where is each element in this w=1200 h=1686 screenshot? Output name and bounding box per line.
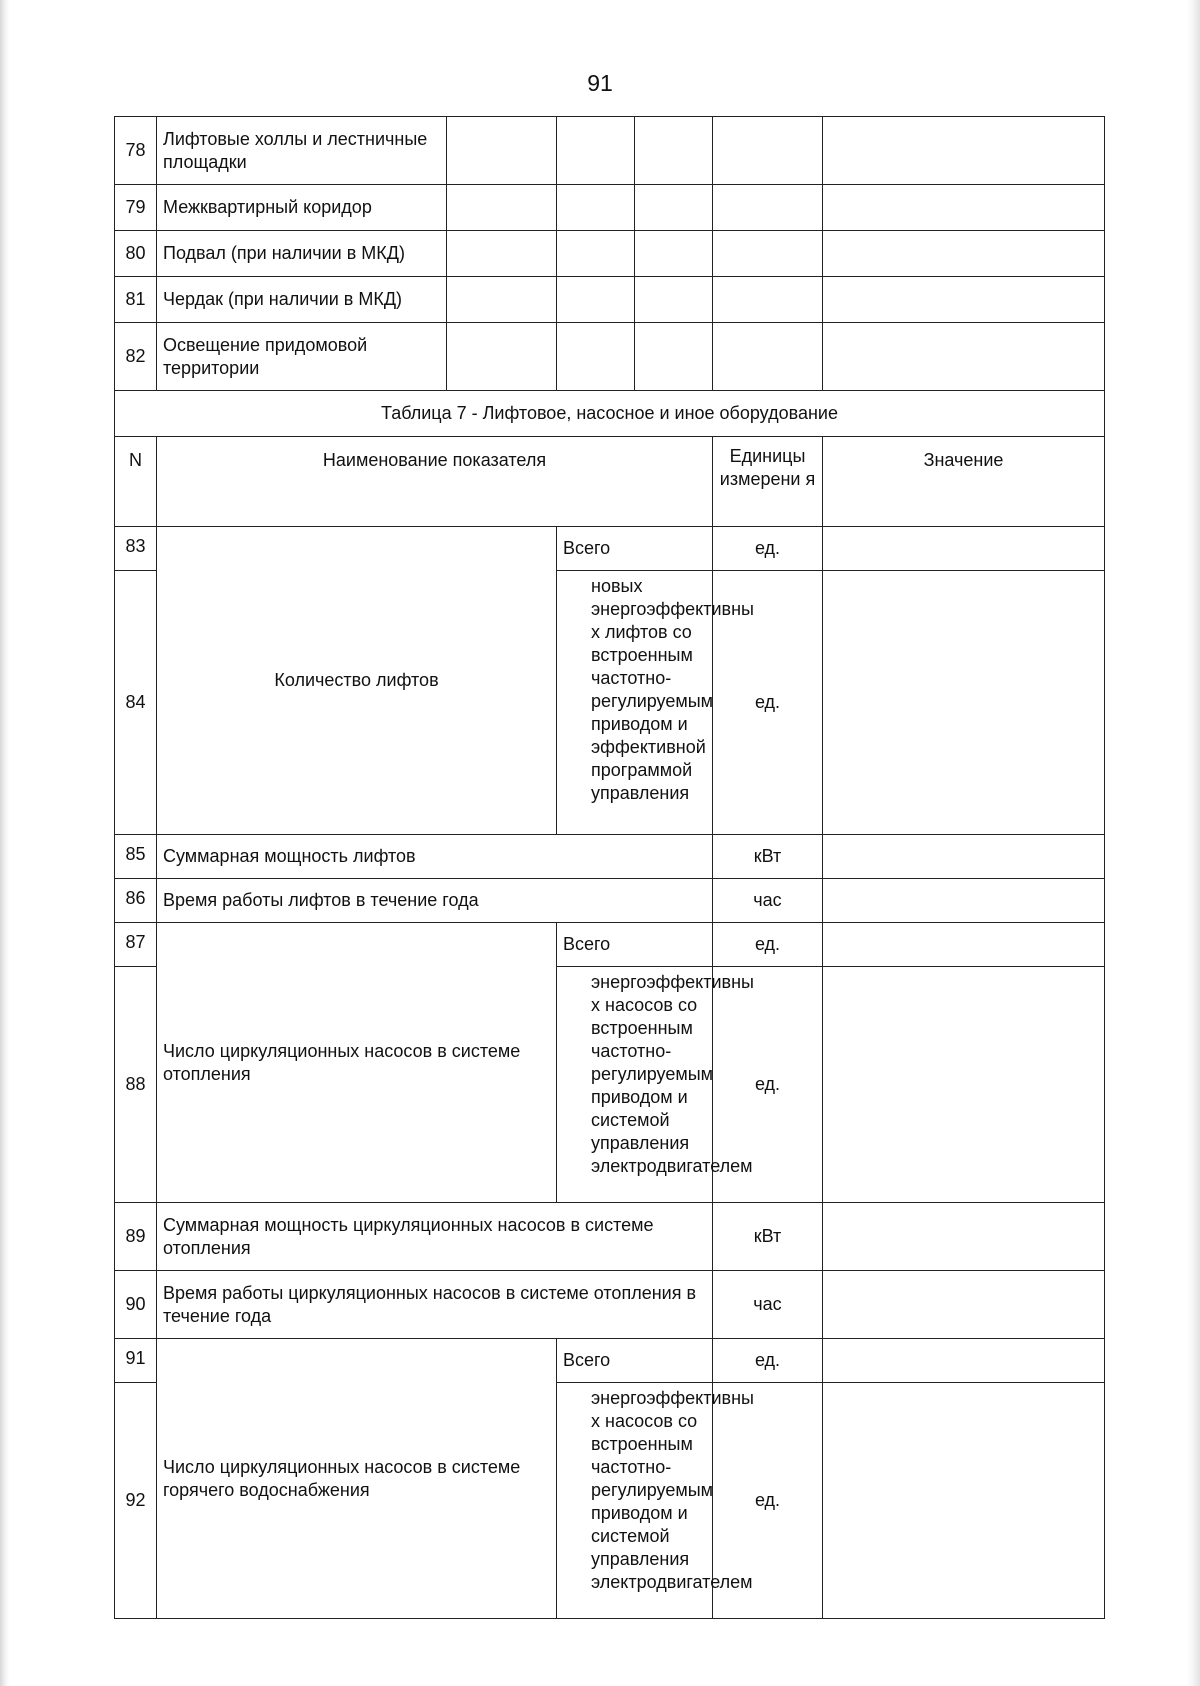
- value-cell: [713, 323, 823, 391]
- value-cell: [823, 185, 1105, 231]
- row-number: 78: [115, 117, 157, 185]
- value-cell: [823, 571, 1105, 835]
- row-number: 85: [115, 835, 157, 879]
- table-row: [115, 323, 1105, 391]
- value-cell: [823, 835, 1105, 879]
- value-cell: [635, 323, 713, 391]
- row-label: Чердак (при наличии в МКД): [157, 277, 447, 323]
- table-caption-row: [115, 391, 1105, 437]
- sub-label: энергоэффективны х насосов со встроенным частотно-регулируемым приводом и системой управления электродвигателем: [557, 1383, 713, 1619]
- value-cell: [823, 1271, 1105, 1339]
- sub-label: Всего: [557, 527, 713, 571]
- table-caption: Таблица 7 - Лифтовое, насосное и иное оборудование: [115, 391, 1105, 437]
- row-number: 79: [115, 185, 157, 231]
- unit-cell: ед.: [713, 923, 823, 967]
- value-cell: [823, 879, 1105, 923]
- unit-cell: час: [713, 879, 823, 923]
- value-cell: [823, 1203, 1105, 1271]
- value-cell: [557, 185, 635, 231]
- value-cell: [823, 231, 1105, 277]
- document-table: [114, 116, 1105, 1619]
- row-number: 86: [115, 879, 157, 923]
- value-cell: [823, 967, 1105, 1203]
- row-number: 89: [115, 1203, 157, 1271]
- value-cell: [447, 117, 557, 185]
- value-cell: [557, 323, 635, 391]
- sub-label: Всего: [557, 1339, 713, 1383]
- unit-cell: ед.: [713, 527, 823, 571]
- scan-edge-right: [1186, 0, 1200, 1686]
- value-cell: [713, 185, 823, 231]
- sub-label: Всего: [557, 923, 713, 967]
- value-cell: [635, 185, 713, 231]
- row-label: Освещение придомовой территории: [157, 323, 447, 391]
- row-number: 84: [115, 571, 157, 835]
- value-cell: [447, 277, 557, 323]
- row-label: Время работы циркуляционных насосов в системе отопления в течение года: [157, 1271, 713, 1339]
- group-label: Число циркуляционных насосов в системе отопления: [157, 923, 557, 1203]
- row-number: 91: [115, 1339, 157, 1383]
- group-label: Число циркуляционных насосов в системе горячего водоснабжения: [157, 1339, 557, 1619]
- row-label: Подвал (при наличии в МКД): [157, 231, 447, 277]
- header-n: N: [115, 437, 157, 527]
- row-number: 83: [115, 527, 157, 571]
- unit-cell: ед.: [713, 571, 823, 835]
- value-cell: [635, 277, 713, 323]
- row-number: 80: [115, 231, 157, 277]
- value-cell: [557, 117, 635, 185]
- unit-cell: час: [713, 1271, 823, 1339]
- value-cell: [713, 231, 823, 277]
- table-row: [115, 879, 1105, 923]
- value-cell: [557, 277, 635, 323]
- header-value: Значение: [823, 437, 1105, 527]
- page-number: 91: [587, 70, 613, 96]
- unit-cell: кВт: [713, 835, 823, 879]
- header-unit: Единицы измерени я: [713, 437, 823, 527]
- value-cell: [447, 185, 557, 231]
- row-number: 92: [115, 1383, 157, 1619]
- unit-cell: кВт: [713, 1203, 823, 1271]
- table-row: [115, 1271, 1105, 1339]
- unit-cell: ед.: [713, 1383, 823, 1619]
- table-header-row: [115, 437, 1105, 527]
- value-cell: [823, 527, 1105, 571]
- group-label: Количество лифтов: [157, 527, 557, 835]
- scan-edge-left: [0, 0, 10, 1686]
- table-row: [115, 835, 1105, 879]
- row-label: Суммарная мощность циркуляционных насосов в системе отопления: [157, 1203, 713, 1271]
- table-row: [115, 923, 1105, 967]
- value-cell: [557, 231, 635, 277]
- table-row: [115, 527, 1105, 571]
- value-cell: [823, 117, 1105, 185]
- row-number: 81: [115, 277, 157, 323]
- row-number: 82: [115, 323, 157, 391]
- table-row: [115, 231, 1105, 277]
- table-row: [115, 277, 1105, 323]
- row-number: 90: [115, 1271, 157, 1339]
- value-cell: [823, 1383, 1105, 1619]
- value-cell: [635, 117, 713, 185]
- table-row: [115, 185, 1105, 231]
- value-cell: [635, 231, 713, 277]
- value-cell: [713, 277, 823, 323]
- sub-label: новых энергоэффективны х лифтов со встроенным частотно-регулируемым приводом и эффективной программой управления: [557, 571, 713, 835]
- unit-cell: ед.: [713, 967, 823, 1203]
- row-label: Межквартирный коридор: [157, 185, 447, 231]
- value-cell: [713, 117, 823, 185]
- row-label: Суммарная мощность лифтов: [157, 835, 713, 879]
- value-cell: [823, 1339, 1105, 1383]
- value-cell: [823, 277, 1105, 323]
- row-number: 87: [115, 923, 157, 967]
- value-cell: [447, 231, 557, 277]
- unit-cell: ед.: [713, 1339, 823, 1383]
- row-number: 88: [115, 967, 157, 1203]
- row-label: Время работы лифтов в течение года: [157, 879, 713, 923]
- table-row: [115, 1203, 1105, 1271]
- value-cell: [447, 323, 557, 391]
- value-cell: [823, 923, 1105, 967]
- header-name: Наименование показателя: [157, 437, 713, 527]
- table-row: [115, 117, 1105, 185]
- value-cell: [823, 323, 1105, 391]
- row-label: Лифтовые холлы и лестничные площадки: [157, 117, 447, 185]
- sub-label: энергоэффективны х насосов со встроенным частотно-регулируемым приводом и системой управления электродвигателем: [557, 967, 713, 1203]
- table-row: [115, 1339, 1105, 1383]
